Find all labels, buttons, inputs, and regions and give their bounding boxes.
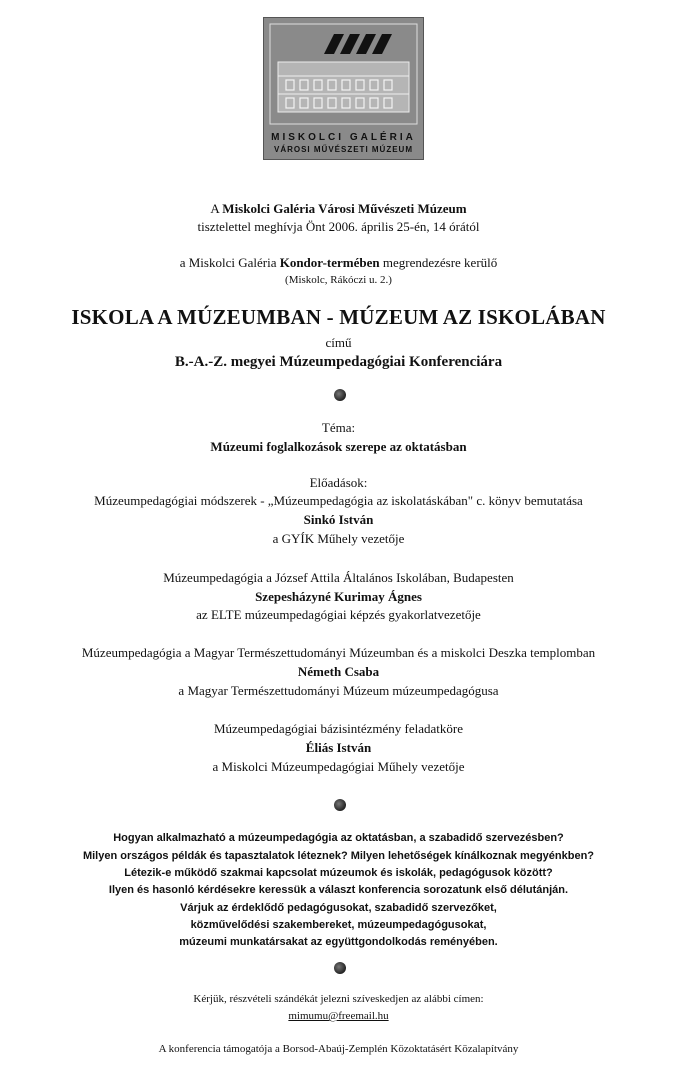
bullet-divider-2 [334, 799, 346, 811]
theme-value: Múzeumi foglalkozások szerepe az oktatásban [210, 439, 467, 454]
theme-label: Téma: [321, 420, 356, 435]
intro-line-1 [0, 202, 677, 215]
lecture-3-role: a Magyar Természettudományi Múzeum múzeumpedagógusa [178, 683, 499, 698]
titled-word: című [325, 335, 352, 350]
lecture-2-topic: Múzeumpedagógia a József Attila Általános Iskolában, Budapesten [163, 570, 514, 585]
logo-line-2: VÁROSI MŰVÉSZETI MÚZEUM [273, 145, 413, 154]
question-line-7: múzeumi munkatársakat az együttgondolkodás reményében. [179, 936, 498, 948]
venue-room: Kondor-termében [279, 255, 380, 270]
logo-line-1: MISKOLCI GALÉRIA [271, 132, 416, 143]
question-line-5: Várjuk az érdeklődő pedagógusokat, szabadidő szervezőket, [180, 902, 497, 914]
conference-name: B.-A.-Z. megyei Múzeumpedagógiai Konferenciára [174, 354, 503, 370]
bullet-divider-3 [334, 962, 346, 974]
lecture-1-topic: Múzeumpedagógiai módszerek - „Múzeumpedagógia az iskolatáskában" c. könyv bemutatása [94, 493, 583, 508]
rsvp-email-link[interactable]: mimumu@freemail.hu [288, 1010, 389, 1022]
institution-name: Miskolci Galéria Városi Művészeti Múzeum [222, 201, 467, 216]
bullet-divider-1 [334, 389, 346, 401]
venue-post: megrendezésre kerülő [379, 255, 498, 270]
lecture-2-role: az ELTE múzeumpedagógiai képzés gyakorlatvezetője [196, 607, 481, 622]
lecture-1-speaker: Sinkó István [303, 512, 374, 527]
venue-line [0, 256, 677, 269]
lectures-label: Előadások: [309, 475, 368, 490]
question-line-3: Létezik-e működő szakmai kapcsolat múzeumok és iskolák, pedagógusok között? [124, 867, 553, 879]
lecture-3-speaker: Németh Csaba [297, 664, 380, 679]
question-line-2: Milyen országos példák és tapasztalatok léteznek? Milyen lehetőségek kínálkoznak megyénkben? [82, 850, 595, 862]
question-line-4: Ilyen és hasonló kérdésekre keressük a választ konferencia sorozatunk első délutánján. [108, 884, 569, 896]
question-line-1: Hogyan alkalmazható a múzeumpedagógia az oktatásban, a szabadidő szervezésben? [113, 832, 564, 844]
question-line-6: közművelődési szakembereket, múzeumpedagógusokat, [190, 919, 487, 931]
event-title: ISKOLA A MÚZEUMBAN - MÚZEUM AZ ISKOLÁBAN [71, 305, 606, 329]
lecture-3-topic: Múzeumpedagógia a Magyar Természettudományi Múzeumban és a miskolci Deszka templomban [81, 645, 596, 660]
intro-line-2: tisztelettel meghívja Önt 2006. április 25-én, 14 órától [197, 219, 480, 234]
lecture-4-role: a Miskolci Múzeumpedagógiai Műhely vezetője [212, 759, 465, 774]
lecture-4-topic: Múzeumpedagógiai bázisintézmény feladatköre [213, 721, 464, 736]
lecture-4-speaker: Éliás István [305, 740, 372, 755]
lecture-1-role: a GYÍK Műhely vezetője [272, 531, 405, 546]
venue-pre: a Miskolci Galéria [179, 255, 280, 270]
venue-address: (Miskolc, Rákóczi u. 2.) [285, 274, 392, 286]
sponsor-line: A konferencia támogatója a Borsod-Abaúj-Zemplén Közoktatásért Közalapítvány [158, 1043, 519, 1055]
rsvp-text: Kérjük, részvételi szándékát jelezni szíveskedjen az alábbi címen: [193, 993, 484, 1005]
intro-pre: A [210, 201, 223, 216]
gallery-logo [263, 17, 424, 160]
lecture-2-speaker: Szepesházyné Kurimay Ágnes [255, 589, 422, 604]
